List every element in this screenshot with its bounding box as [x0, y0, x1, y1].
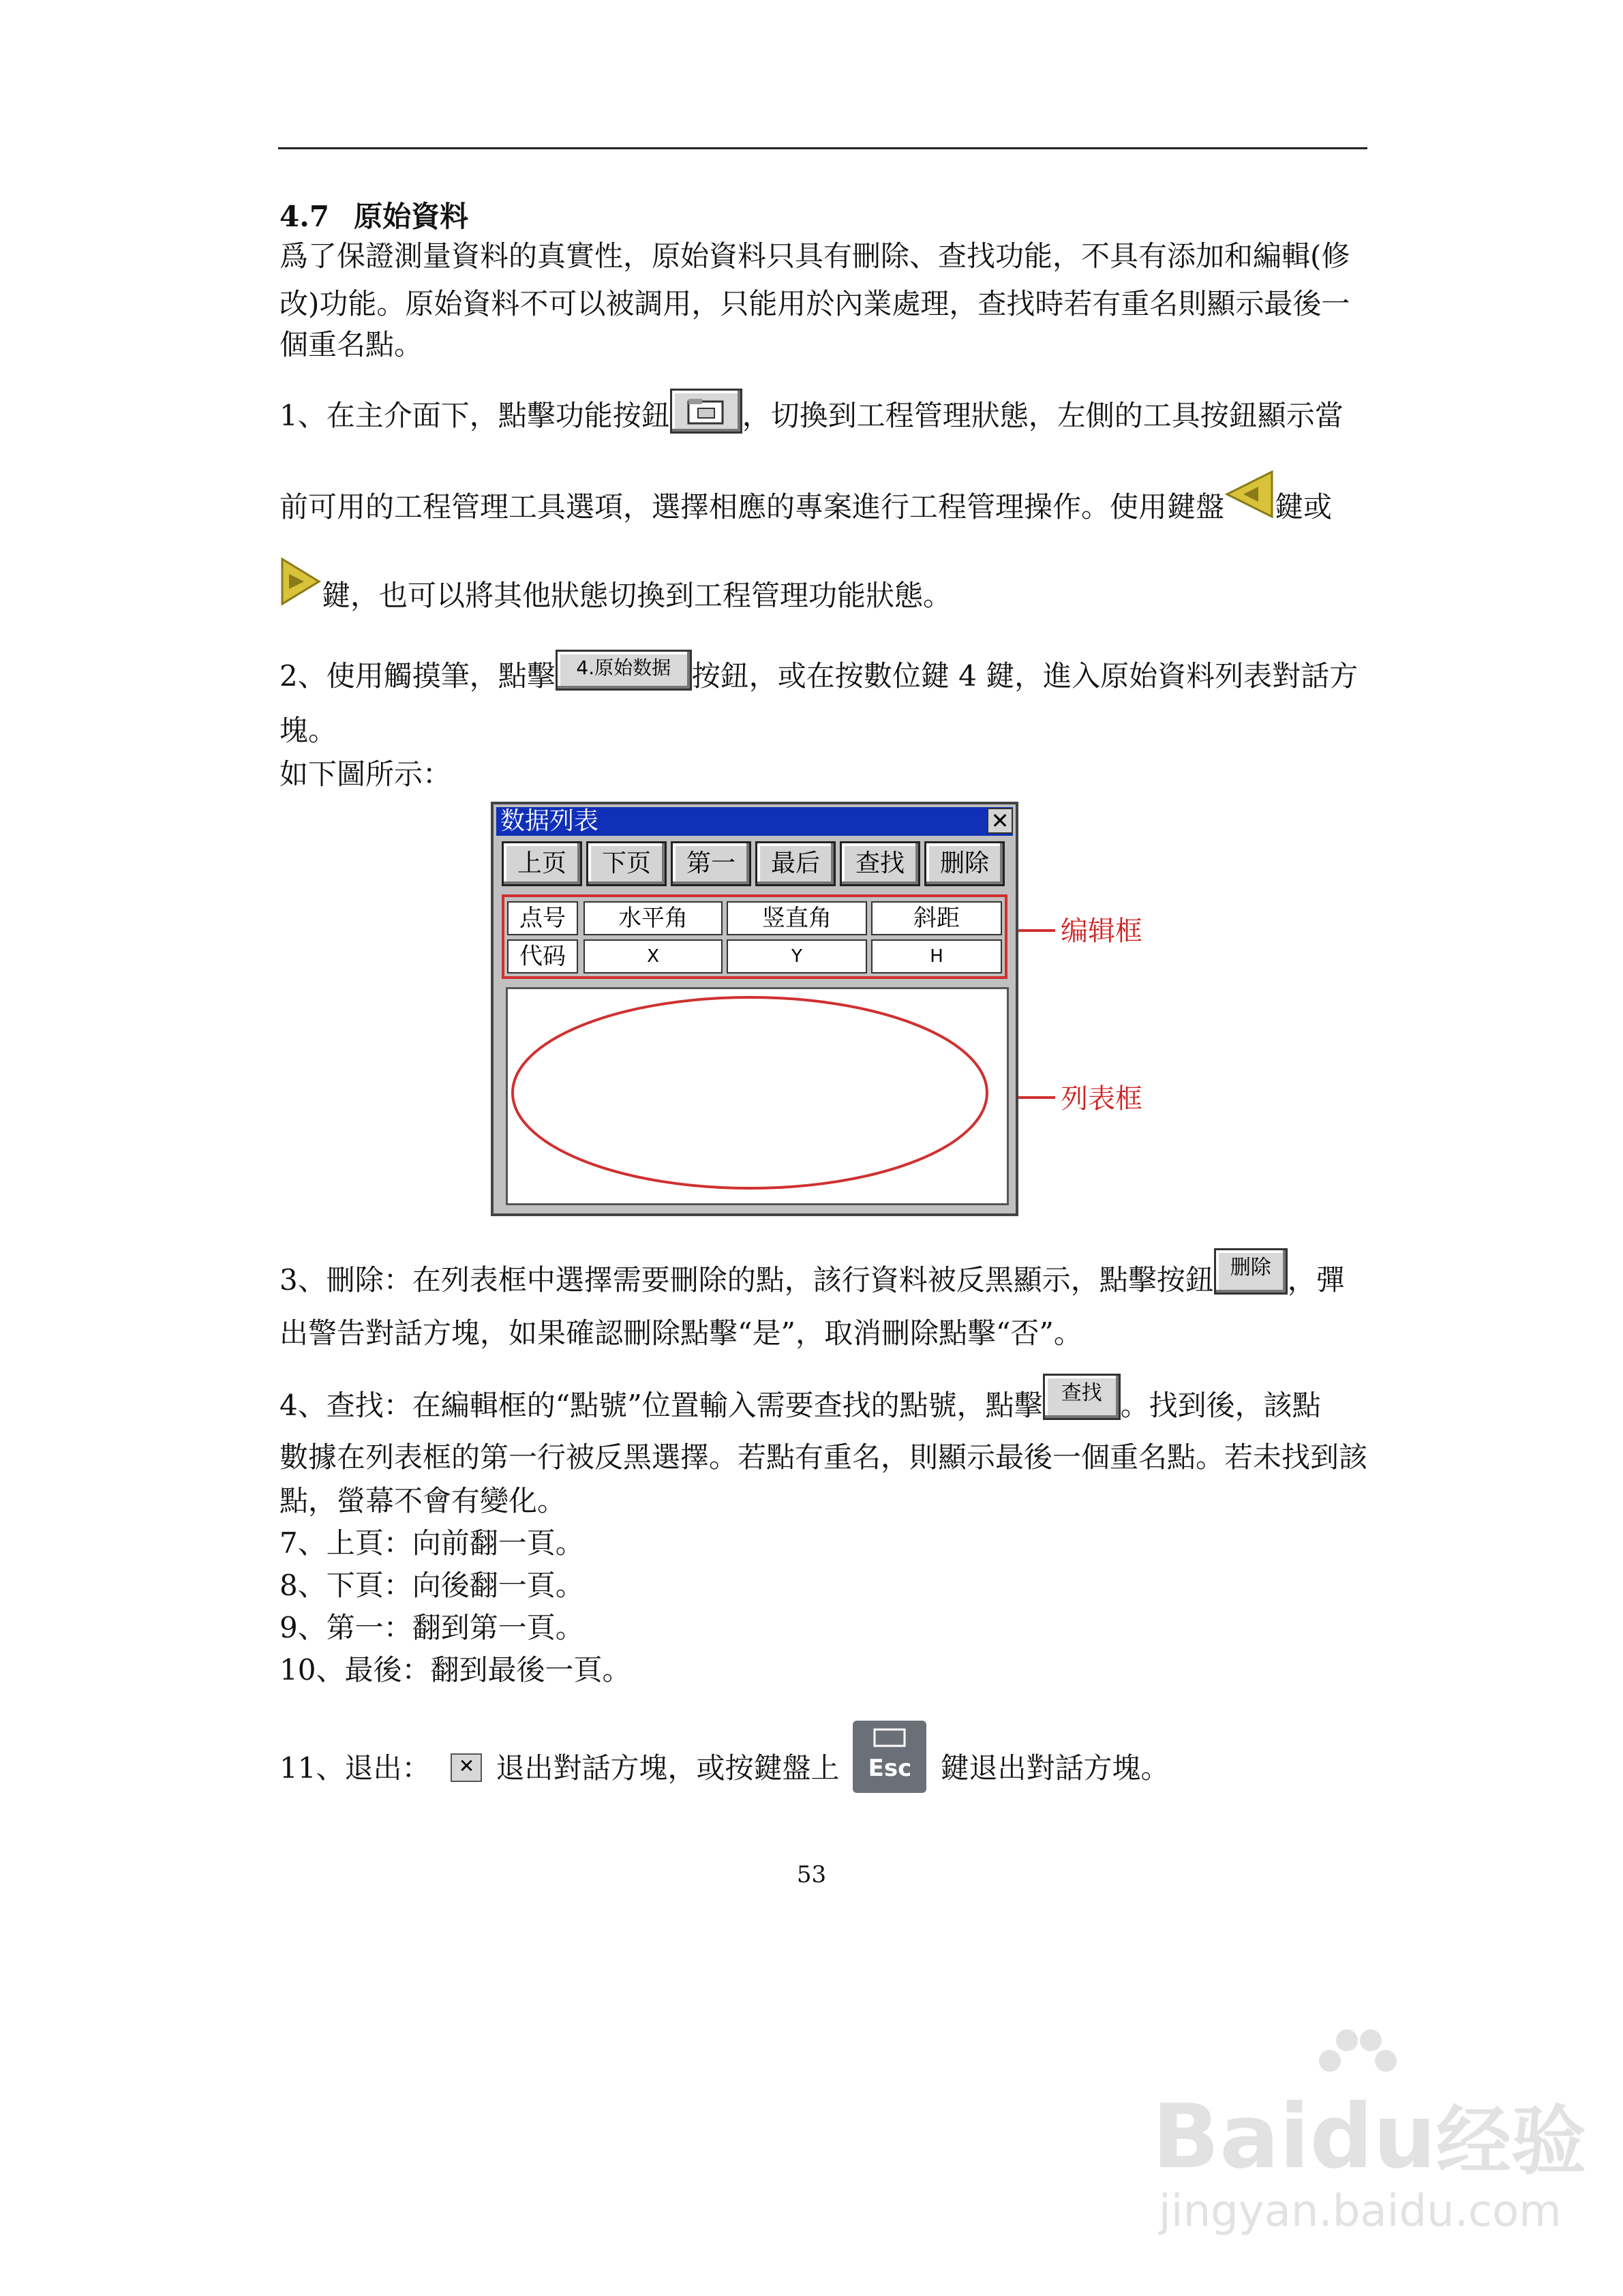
first-button[interactable]: 第一 [671, 841, 751, 886]
find-button-icon: 查找 [1043, 1374, 1121, 1420]
delete-button[interactable]: 删除 [924, 841, 1005, 886]
step4-line-2: 數據在列表框的第一行被反黑選擇。若點有重名，則顯示最後一個重名點。若未找到該 [279, 1440, 1368, 1474]
intro-line-2: 改)功能。原始資料不可以被調用，只能用於內業處理，查找時若有重名則顯示最後一 [279, 287, 1350, 320]
list-box[interactable] [506, 987, 1009, 1205]
watermark-paw [1309, 2085, 1436, 2188]
step1-text-a: 1、在主介面下，點擊功能按鈕 [279, 399, 670, 432]
section-heading [279, 195, 468, 239]
list-box-callout: 列表框 [1061, 1083, 1142, 1115]
callout-lines [1018, 913, 1059, 1118]
prev-page-button[interactable]: 上页 [502, 841, 582, 886]
vertical-angle-field[interactable]: 竖直角 [727, 901, 867, 935]
watermark-url: jingyan.baidu.com [1159, 2186, 1562, 2237]
step2-line-3: 如下圖所示： [279, 757, 452, 791]
esc-label: Esc [868, 1755, 912, 1782]
delete-button-icon: 删除 [1214, 1248, 1288, 1295]
step3-text-a: 3、刪除：在列表框中選擇需要刪除的點，該行資料被反黑顯示，點擊按鈕 [279, 1263, 1214, 1297]
intro-line-3: 個重名點。 [279, 328, 423, 361]
x-field[interactable]: X [583, 939, 723, 973]
list-box-highlight-ellipse [508, 989, 1007, 1203]
step1-line-2 [279, 484, 1332, 534]
slope-distance-field[interactable]: 斜距 [871, 901, 1002, 935]
y-field[interactable]: Y [727, 939, 867, 973]
step11-text-b: 退出對話方塊，或按鍵盤上 [496, 1751, 840, 1785]
step9-line: 9、第一：翻到第一頁。 [279, 1611, 584, 1644]
dialog-close-button[interactable]: ✕ [987, 808, 1013, 834]
watermark-du: du [1309, 2085, 1436, 2188]
header-rule [278, 147, 1367, 149]
step2-line-1 [279, 654, 1358, 699]
dialog-title-bar [496, 807, 1013, 836]
step8-line: 8、下頁：向後翻一頁。 [279, 1569, 584, 1602]
project-manage-icon [670, 389, 742, 434]
close-icon: ✕ [451, 1753, 482, 1782]
step4-line-1 [279, 1381, 1321, 1431]
paw-icon [1309, 2020, 1398, 2095]
step1-text-e: 鍵，也可以將其他狀態切換到工程管理功能狀態。 [322, 579, 952, 612]
baidu-watermark [1152, 2085, 1586, 2189]
code-label: 代码 [507, 939, 578, 973]
step4-text-b: 。找到後，該點 [1120, 1389, 1321, 1422]
page-number: 53 [796, 1861, 827, 1888]
step1-text-d: 鍵或 [1275, 490, 1333, 524]
step3-line-2: 出警告對話方塊，如果確認刪除點擊“是”，取消刪除點擊“否”。 [279, 1316, 1082, 1350]
step1-text-c: 前可用的工程管理工具選項，選擇相應的專案進行工程管理操作。使用鍵盤 [279, 490, 1225, 524]
h-field[interactable]: H [871, 939, 1002, 973]
horizontal-angle-field[interactable]: 水平角 [583, 901, 723, 935]
raw-data-button-icon: 4.原始数据 [556, 650, 692, 691]
edit-box-callout: 编辑框 [1061, 916, 1142, 947]
left-arrow-key-icon [1224, 469, 1275, 519]
point-no-label: 点号 [507, 901, 578, 935]
step4-line-3: 點，螢幕不會有變化。 [279, 1484, 566, 1517]
step11-text-c: 鍵退出對話方塊。 [940, 1751, 1170, 1785]
section-number: 4.7 [279, 200, 330, 233]
watermark-cn: 经验 [1436, 2098, 1586, 2185]
data-list-dialog [491, 802, 1018, 1216]
right-arrow-key-icon [279, 556, 322, 607]
step1-text-b: ，切換到工程管理狀態，左側的工具按鈕顯示當 [742, 399, 1344, 432]
step2-text-b: 按鈕，或在按數位鍵 4 鍵，進入原始資料列表對話方 [691, 659, 1359, 693]
intro-line-1: 爲了保證測量資料的真實性，原始資料只具有刪除、查找功能，不具有添加和編輯(修 [279, 239, 1350, 273]
step2-text-a: 2、使用觸摸筆，點擊 [279, 659, 556, 693]
step11-text-a: 11、退出： [279, 1751, 431, 1785]
esc-key-icon [853, 1721, 926, 1793]
dialog-title: 数据列表 [500, 807, 599, 835]
step11-line [279, 1734, 1169, 1807]
find-button[interactable]: 查找 [840, 841, 920, 886]
step1-line-1 [279, 394, 1344, 440]
step1-line-3 [279, 573, 952, 623]
step4-text-a: 4、查找：在編輯框的“點號”位置輸入需要查找的點號，點擊 [279, 1389, 1043, 1422]
step2-line-2: 塊。 [279, 714, 337, 747]
step7-line: 7、上頁：向前翻一頁。 [279, 1526, 584, 1560]
watermark-brand: Bai [1152, 2085, 1310, 2188]
step3-text-b: ，彈 [1287, 1263, 1345, 1297]
section-title: 原始資料 [354, 200, 469, 233]
last-button[interactable]: 最后 [755, 841, 836, 886]
next-page-button[interactable]: 下页 [586, 841, 667, 886]
step3-line-1 [279, 1258, 1345, 1305]
step10-line: 10、最後：翻到最後一頁。 [279, 1653, 631, 1687]
